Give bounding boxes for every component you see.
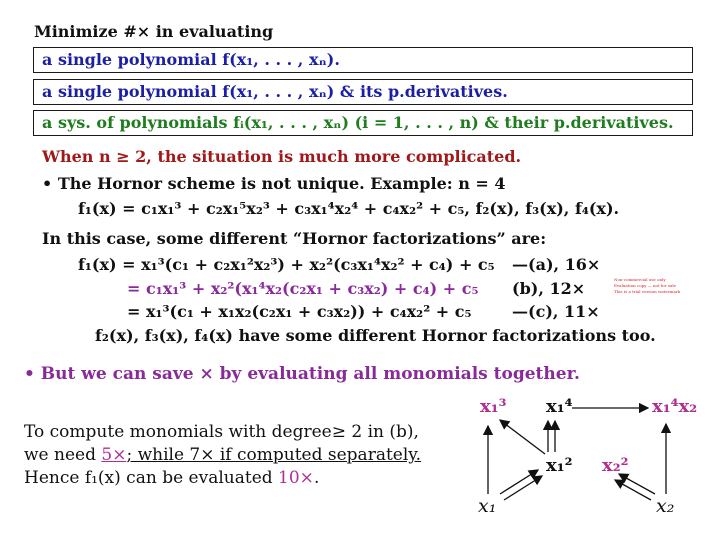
factorization-b-eq: = c₁x₁³ + x₂²(x₁⁴x₂(c₂x₁ + c₃x₂) + c₄) + c₅ — [127, 279, 479, 298]
bullet-monomials-text: But we can save × by evaluating all monomials together. — [40, 364, 580, 384]
factorization-b-tag: (b), 12× — [512, 279, 586, 298]
compute-line-3a: Hence f₁(x) can be evaluated — [24, 468, 279, 488]
compute-count-b: 5× — [101, 445, 127, 465]
complication-note: When n ≥ 2, the situation is much more complicated. — [42, 147, 522, 166]
polynomial-definition: f₁(x) = c₁x₁³ + c₂x₁⁵x₂³ + c₃x₁⁴x₂⁴ + c₄x₂² + c₅, f₂(x), f₃(x), f₄(x). — [78, 199, 620, 218]
page-title: Minimize #× in evaluating — [34, 22, 274, 41]
box-single-polynomial-text: a single polynomial f(x₁, . . . , xₙ). — [42, 50, 340, 69]
edge-x2-x2sq-a — [619, 474, 655, 494]
node-x1: x₁ — [478, 495, 497, 517]
node-x2-squared: x₂² — [602, 455, 629, 476]
node-x1-squared: x₁² — [546, 455, 573, 476]
edge-x2-x2sq-b — [615, 480, 651, 500]
factorization-a-tag: —(a), 16× — [512, 255, 601, 274]
bullet-hornor-text: The Hornor scheme is not unique. Example: n = 4 — [57, 174, 506, 193]
side-note-3: This is a trial version watermark — [614, 289, 681, 294]
bullet-dot-icon: • — [24, 364, 35, 384]
node-x1-fourth-x2: x₁⁴x₂ — [652, 396, 698, 417]
others-line: f₂(x), f₃(x), f₄(x) have some different Hornor factorizations too. — [95, 326, 656, 345]
factorization-c-tag: —(c), 11× — [512, 302, 600, 321]
box-system-polynomials-text: a sys. of polynomials fᵢ(x₁, . . . , xₙ) (i = 1, . . . , n) & their p.derivatives. — [42, 113, 674, 132]
compute-line-2c: ; while 7× if computed separately. — [126, 445, 422, 465]
side-note-1: Non-commercial use only — [614, 277, 666, 282]
node-x2: x₂ — [656, 495, 675, 517]
node-x1-cubed: x₁³ — [480, 396, 507, 417]
compute-line-3c: . — [313, 468, 320, 488]
compute-line-2a: we need — [24, 445, 102, 465]
case-line: In this case, some different “Hornor factorizations” are: — [42, 229, 547, 248]
bullet-dot-icon: • — [42, 174, 53, 193]
factorization-c-eq: = x₁³(c₁ + x₁x₂(c₂x₁ + c₃x₂)) + c₄x₂² + c₅ — [127, 302, 472, 321]
compute-count-total: 10× — [278, 468, 314, 488]
factorization-a-eq: f₁(x) = x₁³(c₁ + c₂x₁²x₂³) + x₂²(c₃x₁⁴x₂² + c₄) + c₅ — [78, 255, 495, 274]
compute-line-1: To compute monomials with degree≥ 2 in (b), — [24, 422, 419, 442]
edge-x1sq-x1cube — [500, 420, 545, 454]
side-note-2: Evaluation copy — not for sale — [614, 283, 676, 288]
node-x1-fourth: x₁⁴ — [546, 396, 573, 417]
box-polynomial-derivatives-text: a single polynomial f(x₁, . . . , xₙ) & its p.derivatives. — [42, 82, 508, 101]
